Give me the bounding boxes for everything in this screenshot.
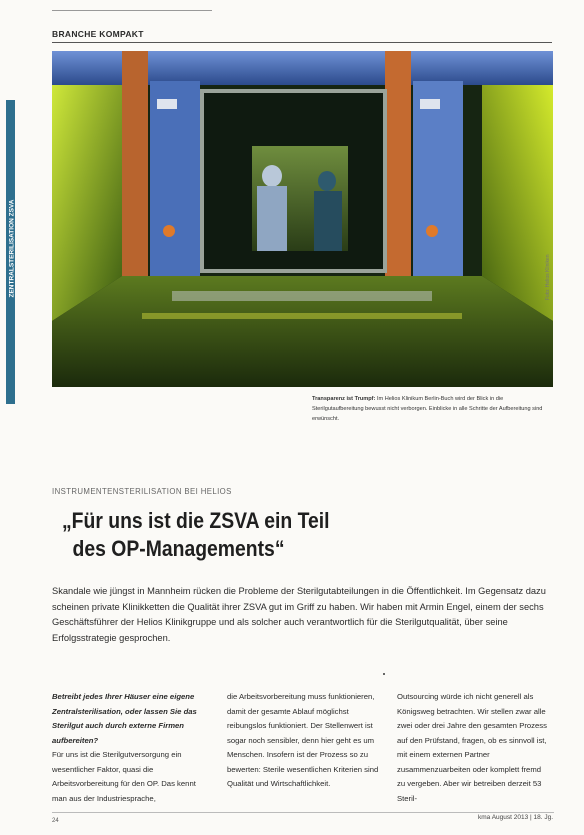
interview-question: Betreibt jedes Ihrer Häuser eine eigene Zentralsterilisation, oder lassen Sie das Sterilgut auch durch externe Firmen aufbereiten? <box>52 692 197 745</box>
article-kicker: INSTRUMENTENSTERILISATION BEI HELIOS <box>52 487 232 496</box>
page-number: 24 <box>52 818 59 824</box>
issue-info: kma August 2013 | 18. Jg. <box>478 814 554 821</box>
section-label: BRANCHE KOMPAKT <box>52 29 144 39</box>
header-divider <box>52 42 552 43</box>
photo-caption <box>312 394 554 424</box>
footer-rule <box>52 812 554 813</box>
column-1 <box>52 690 206 806</box>
photo-credit: Foto: Helios Kliniken <box>545 254 551 300</box>
caption-text: Im Helios Klinikum Berlin-Buch wird der Blick in die Sterilgutaufbereitung bewusst nicht verborgen. Einblicke in alle Schritte der Aufbereitung sind erwünscht. <box>312 396 543 422</box>
article-lead: Skandale wie jüngst in Mannheim rücken die Probleme der Sterilgutabteilungen in die Öffentlichkeit. Im Gegensatz dazu scheinen private Klinikketten die Qualität ihrer ZSVA gut im Griff zu haben. Wir haben mit Armin Engel, einem der sechs Geschäftsführer der Helios Klinikgruppe und als solcher auch verantwortlich für die Sterilgutqualität, über seine Erfolgsstrategie gesprochen. <box>52 586 546 643</box>
article-photo <box>52 51 553 387</box>
headline-line-1: „Für uns ist die ZSVA ein Teil <box>62 508 330 533</box>
sidebar-tab <box>6 100 15 404</box>
caption-lead: Transparenz ist Trumpf: <box>312 396 376 402</box>
column-2: die Arbeitsvorbereitung muss funktionieren, damit der gesamte Ablauf möglichst reibungslos funktioniert. Der Stellenwert ist sogar noch sensibler, denn hier geht es um Menschen. Insofern ist der Prozess so zu bewerten: Sterile wesentlichen Kriterien sind Qualität und Wirtschaftlichkeit. <box>227 692 379 788</box>
interview-answer: Für uns ist die Sterilgutversorgung ein wesentlicher Faktor, quasi die Arbeitsvorbereitung für den OP. Das kennt man aus der Industriesprache, <box>52 750 196 803</box>
sterilization-photo-icon <box>52 51 553 387</box>
top-rule <box>52 10 212 11</box>
sidebar-label: ZENTRALSTERILISATION ZSVA <box>8 199 16 298</box>
column-3: Outsourcing würde ich nicht generell als Königsweg betrachten. Wir stellen zwar alle zwei oder drei Jahre den gesamten Prozess auf den Prüfstand, fragen, ob es sinnvoll ist, mit einem externen Partner zusammenzuarbeiten oder komplett fremd zu vergeben. Aber wir betreiben derzeit 53 Steril- <box>397 692 547 803</box>
headline-line-2: des OP-Managements“ <box>72 536 285 561</box>
divider-dot <box>383 673 385 675</box>
article-headline <box>62 507 432 563</box>
